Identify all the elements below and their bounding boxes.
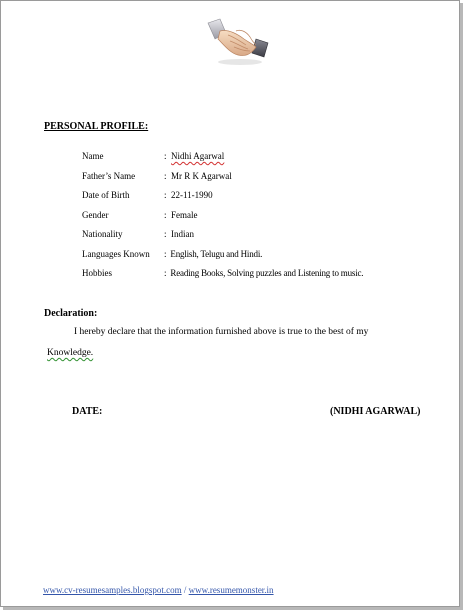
name-value: Nidhi Agarwal (171, 151, 225, 161)
date-label: DATE: (72, 406, 103, 417)
profile-value (164, 171, 232, 181)
declaration-text: I hereby declare that the information furnished above is true to the best of my (74, 327, 369, 337)
profile-value (164, 190, 213, 200)
profile-value (164, 268, 363, 278)
profile-value (164, 249, 262, 259)
profile-label: Languages Known (82, 248, 150, 259)
nationality-value: Indian (171, 229, 195, 239)
declaration-text-continued (47, 348, 93, 358)
languages-value: English, Telugu and Hindi. (170, 248, 263, 259)
profile-label: Name (82, 151, 104, 161)
gender-value: Female (171, 209, 198, 220)
profile-value (164, 210, 198, 220)
footer-link-cv-resumesamples[interactable]: www.cv-resumesamples.blogspot.com (43, 585, 182, 595)
colon: : (164, 190, 167, 200)
colon: : (164, 209, 167, 220)
knowledge-word: Knowledge. (47, 348, 94, 358)
profile-label: Gender (82, 209, 109, 220)
profile-label: Father’s Name (82, 170, 136, 181)
profile-value (164, 229, 194, 239)
profile-label: Hobbies (82, 268, 112, 278)
signature-name: (NIDHI AGARWAL) (330, 406, 421, 417)
declaration-heading: Declaration: (44, 308, 98, 319)
colon: : (164, 170, 167, 181)
colon: : (164, 248, 167, 259)
colon: : (164, 151, 167, 161)
handshake-icon (206, 15, 270, 67)
profile-label: Nationality (82, 229, 123, 239)
footer-links (43, 585, 274, 595)
footer-link-resumemonster[interactable]: www.resumemonster.in (188, 585, 274, 595)
fathers-name-value: Mr R K Agarwal (171, 170, 232, 181)
date-of-birth-value: 22-11-1990 (171, 190, 213, 200)
profile-label: Date of Birth (82, 190, 130, 200)
footer-separator: / (181, 585, 189, 595)
section-heading-personal-profile: PERSONAL PROFILE: (44, 121, 149, 132)
colon: : (164, 268, 167, 278)
profile-value (164, 151, 224, 161)
hobbies-value: Reading Books, Solving puzzles and Listening to music. (170, 268, 364, 278)
colon: : (164, 229, 167, 239)
